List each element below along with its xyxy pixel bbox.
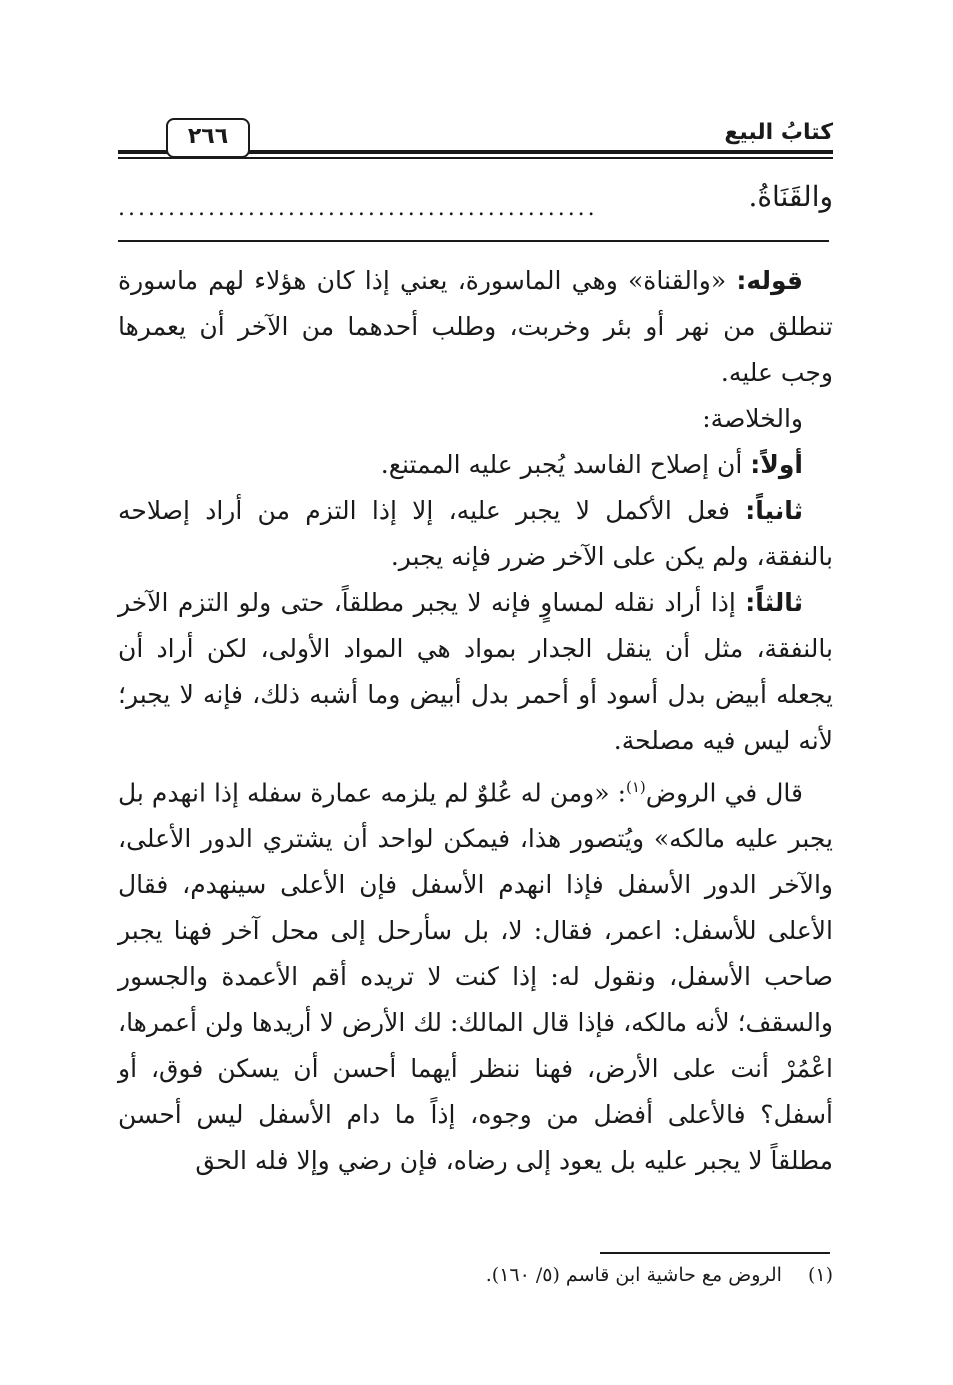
footnote-text: الروض مع حاشية ابن قاسم (٥/ ١٦٠). [485,1264,782,1286]
keyword: ثالثاً: [745,588,803,617]
paragraph [118,258,833,396]
footnote-number: (١) [807,1264,833,1286]
paragraph-text: فعل الأكمل لا يجبر عليه، إلا إذا التزم من أراد إصلاحه بالنفقة، ولم يكن على الآخر ضرر فإنه يجبر. [118,496,833,571]
footnote [118,1260,833,1290]
footnote-marker: (١) [626,778,646,796]
matn-line [118,180,833,224]
paragraph-text: إذا أراد نقله لمساوٍ فإنه لا يجبر مطلقاً، حتى ولو التزم الآخر بالنفقة، مثل أن ينقل الجدار بمواد هي المواد الأولى، لكن أراد أن يجعله أبيض بدل أسود أو أحمر بدل أبيض وما أشبه ذلك، فإنه لا يجبر؛ لأنه ليس فيه مصلحة. [118,588,833,755]
paragraph [118,764,833,1184]
paragraph [118,442,833,488]
paragraph [118,396,833,442]
paragraph [118,488,833,580]
keyword: أولاً: [750,450,803,479]
running-header [118,118,833,158]
keyword: قوله: [736,266,803,295]
paragraph-text: أن إصلاح الفاسد يُجبر عليه الممتنع. [380,450,743,479]
matn-dots: ................................................ [118,196,598,221]
book-title: كتابُ البيع [724,120,833,145]
page-number: ٢٦٦ [166,118,250,158]
paragraph-text: «والقناة» وهي الماسورة، يعني إذا كان هؤلاء لهم ماسورة تنطلق من نهر أو بئر وخربت، وطلب أحدهما من الآخر أن يعمرها وجب عليه. [118,266,833,387]
commentary-body [118,258,833,1184]
keyword: ثانياً: [745,496,803,525]
paragraph-text: : «ومن له عُلوٌ لم يلزمه عمارة سفله إذا انهدم بل يجبر عليه مالكه» ويُتصور هذا، فيمكن لواحد أن يشتري الدور الأعلى، والآخر الدور الأسفل فإذا انهدم الأسفل فإن الأعلى سينهدم، فقال الأعلى للأسفل: اعمر، فقال: لا، بل سأرحل إلى محل آخر فهنا يجبر صاحب الأسفل، ونقول له: إذا كنت لا تريده أقم الأعمدة والجسور والسقف؛ لأنه مالكه، فإذا قال المالك: لك الأرض لا أريدها ولن أعمرها، اعْمُرْ أنت على الأرض، فهنا ننظر أيهما أحسن أن يسكن فوق، أو أسفل؟ فالأعلى أفضل من وجوه، إذاً ما دام الأسفل ليس أحسن مطلقاً لا يجبر عليه بل يعود إلى رضاه، فإن رضي وإلا فله الحق [118,778,833,1176]
matn-divider [118,240,829,242]
matn-text: والقَنَاةُ. [748,180,833,213]
footnote-divider [600,1252,830,1254]
paragraph-text: والخلاصة: [702,404,803,433]
paragraph-text: قال في الروض [645,778,803,808]
paragraph [118,580,833,764]
